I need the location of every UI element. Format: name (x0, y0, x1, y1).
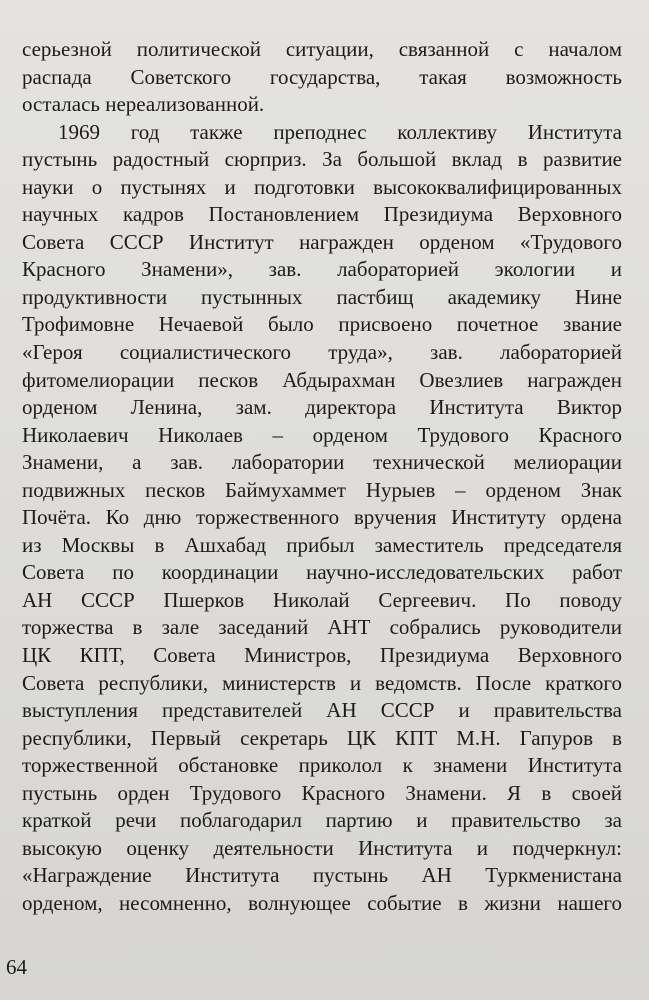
text-line: орденом Ленина, зам. директора Института Виктор (22, 395, 622, 420)
text-line: выступления представителей АН СССР и правительства (22, 698, 622, 723)
text-line: Совета по координации научно-исследовательских работ (22, 560, 622, 585)
text-line: ЦК КПТ, Совета Министров, Президиума Верховного (22, 643, 622, 668)
text-line: пустынь орден Трудового Красного Знамени. Я в своей (22, 780, 622, 805)
text-line: Николаевич Николаев – орденом Трудового Красного (22, 422, 622, 447)
text-line: фитомелиорации песков Абдырахман Овезлиев награжден (22, 367, 622, 392)
page-number: 64 (6, 955, 27, 979)
text-line: осталась нереализованной. (22, 92, 265, 117)
text-line: Совета республики, министерств и ведомств. После краткого (22, 670, 622, 695)
text-line: Трофимовне Нечаевой было присвоено почетное звание (22, 312, 622, 337)
text-line: 1969 год также преподнес коллективу Института (58, 119, 622, 144)
text-line: республики, Первый секретарь ЦК КПТ М.Н. Гапуров в (22, 725, 622, 750)
text-line: распада Советского государства, такая возможность (22, 64, 622, 89)
text-line: АН СССР Пшерков Николай Сергеевич. По поводу (22, 587, 622, 612)
body-text (22, 36, 622, 918)
text-line: «Награждение Института пустынь АН Туркменистана (22, 863, 622, 888)
text-line: продуктивности пустынных пастбищ академику Нине (22, 284, 622, 309)
text-line: краткой речи поблагодарил партию и правительство за (22, 808, 622, 833)
text-line: Красного Знамени», зав. лабораторией экологии и (22, 257, 622, 282)
text-line: науки о пустынях и подготовки высококвалифицированных (22, 174, 622, 199)
text-line: пустынь радостный сюрприз. За большой вклад в развитие (22, 147, 622, 172)
text-line: Почёта. Ко дню торжественного вручения Институту ордена (22, 505, 622, 530)
text-line: научных кадров Постановлением Президиума Верховного (22, 202, 622, 227)
text-line: из Москвы в Ашхабад прибыл заместитель председателя (22, 532, 622, 557)
text-line: Совета СССР Институт награжден орденом «Трудового (22, 229, 622, 254)
text-line: серьезной политической ситуации, связанной с началом (22, 37, 622, 61)
text-line: подвижных песков Баймухаммет Нурыев – орденом Знак (22, 477, 622, 502)
text-line: Знамени, а зав. лаборатории технической мелиорации (22, 450, 622, 475)
text-line: орденом, несомненно, волнующее событие в жизни нашего (22, 890, 622, 915)
text-line: торжества в зале заседаний АНТ собрались руководители (22, 615, 622, 640)
text-line: высокую оценку деятельности Института и подчеркнул: (22, 835, 622, 860)
text-line: «Героя социалистического труда», зав. лабораторией (22, 340, 622, 365)
text-line: торжественной обстановке приколол к знамени Института (22, 753, 622, 778)
